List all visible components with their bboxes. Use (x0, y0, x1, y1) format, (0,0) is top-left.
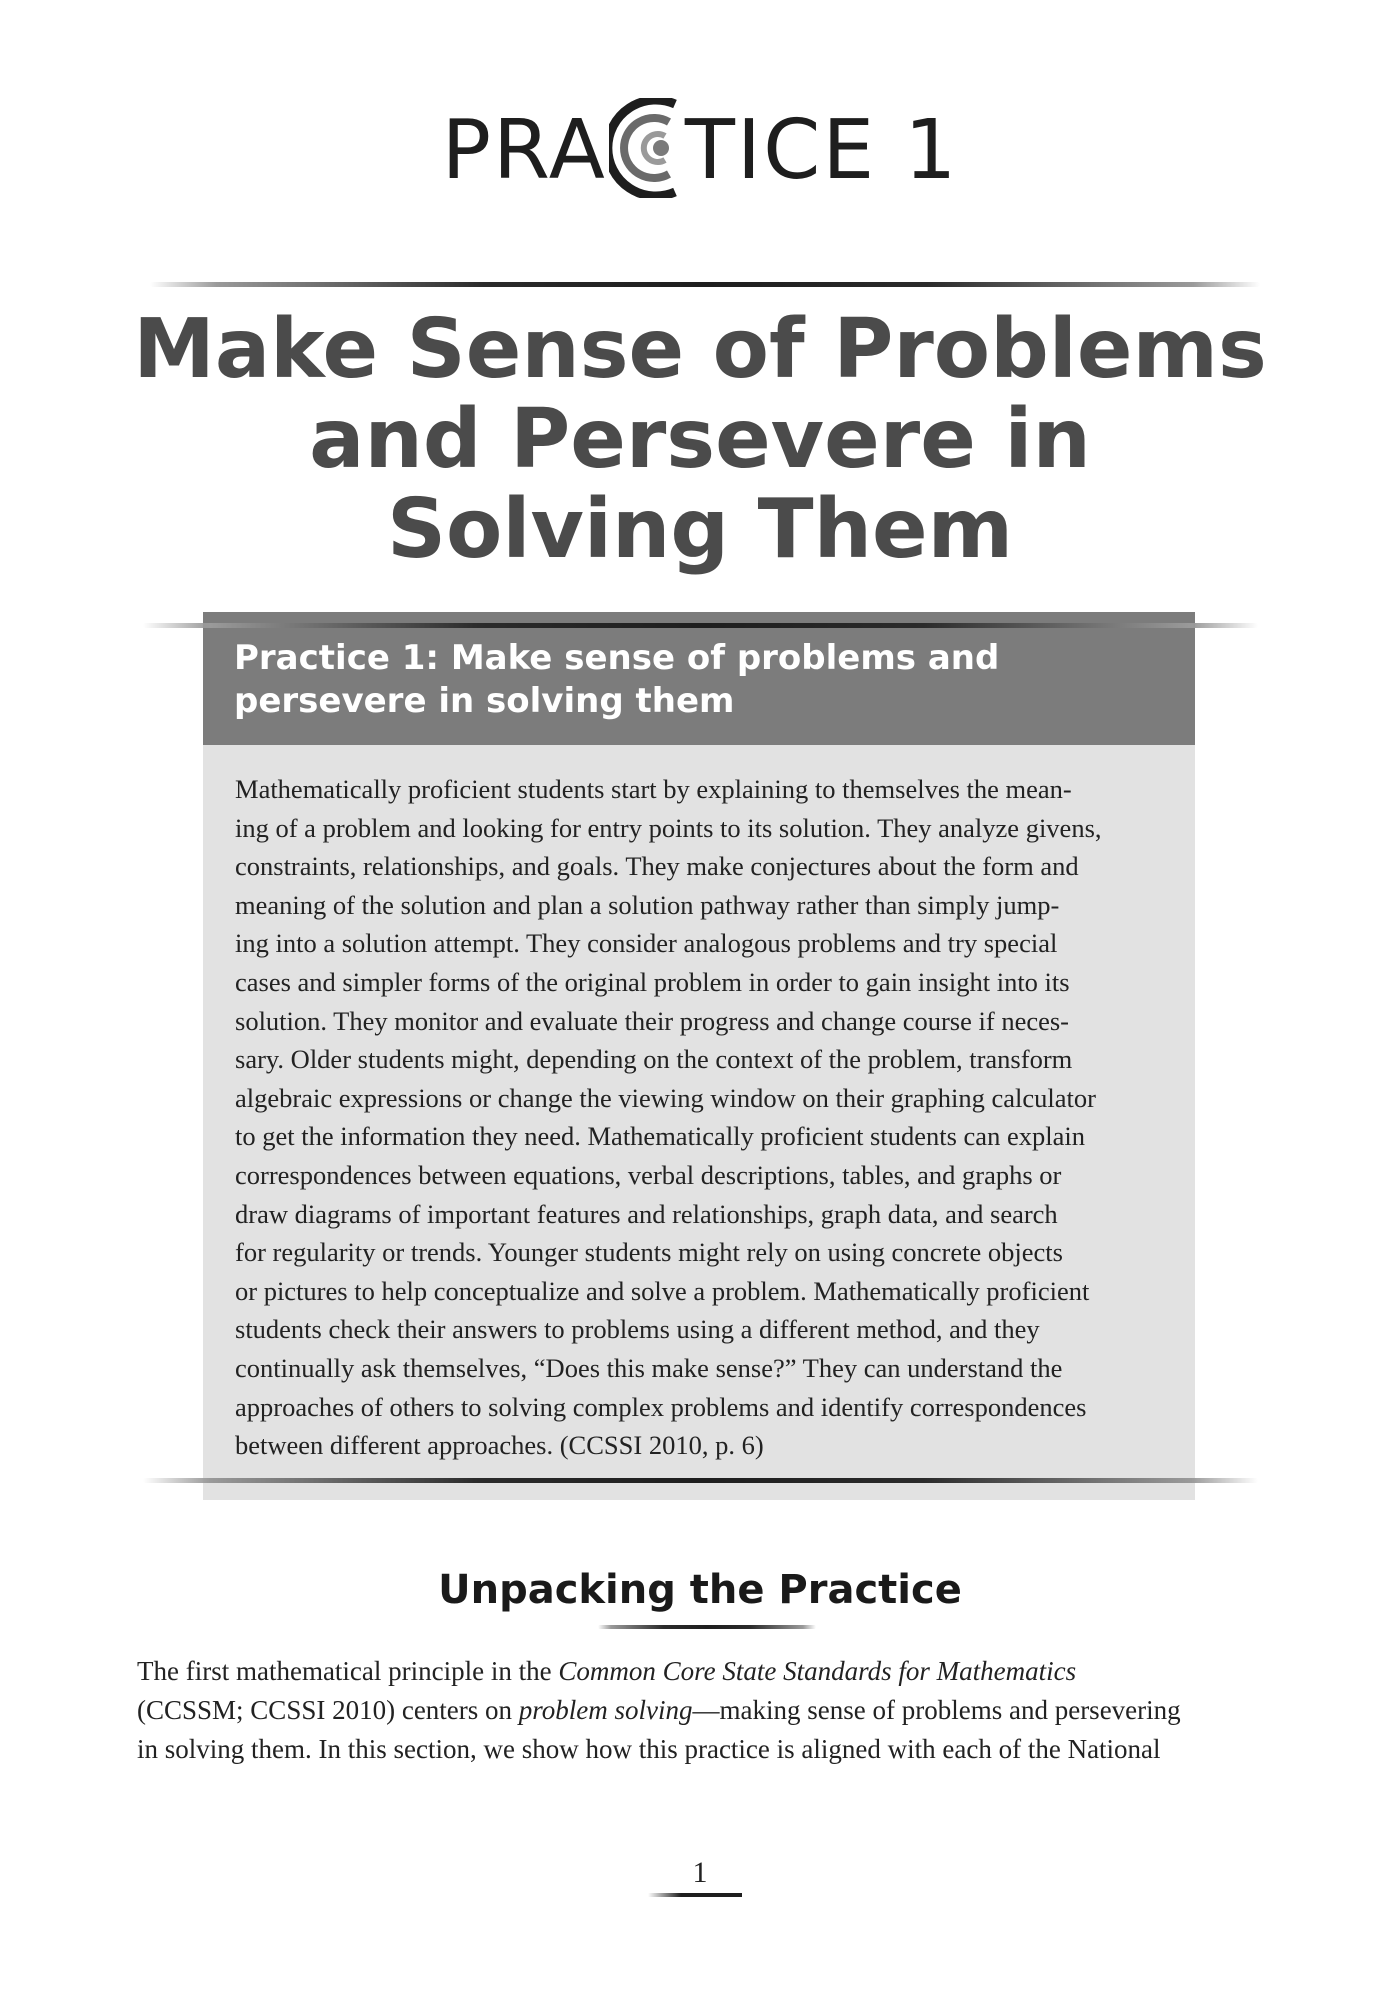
chapter-title-line: and Persevere in (309, 392, 1091, 487)
standard-box-title-line: persevere in solving them (234, 681, 735, 721)
practice-header (0, 98, 1400, 198)
body-line (137, 1691, 1277, 1730)
page-number-underline (648, 1893, 742, 1897)
chapter-title (100, 302, 1300, 577)
body-line (137, 1652, 1277, 1691)
standard-box-title-line: Practice 1: Make sense of problems and (234, 638, 1000, 678)
standard-text-line: or pictures to help conceptualize and solve a problem. Mathematically proficient (235, 1275, 1090, 1306)
body-paragraph (137, 1652, 1277, 1769)
standard-text-line: for regularity or trends. Younger students might rely on using concrete objects (235, 1237, 1063, 1268)
body-text: (CCSSM; CCSSI 2010) centers on (137, 1695, 519, 1725)
section-heading-underline (598, 1625, 816, 1629)
practice-label-before: PRA (441, 103, 607, 198)
body-line: in solving them. In this section, we show how this practice is aligned with each of the National (137, 1734, 1161, 1764)
standard-box (203, 612, 1195, 1500)
concentric-c-icon (609, 98, 683, 198)
standard-box-title (234, 637, 1165, 723)
standard-text-line: between different approaches. (CCSSI 2010, p. 6) (235, 1430, 764, 1461)
standard-text-line: approaches of others to solving complex problems and identify correspondences (235, 1391, 1087, 1422)
standard-text-line: algebraic expressions or change the viewing window on their graphing calculator (235, 1082, 1096, 1113)
standard-text-line: sary. Older students might, depending on the context of the problem, transform (235, 1044, 1073, 1075)
standard-text-line: to get the information they need. Mathematically proficient students can explain (235, 1121, 1085, 1152)
standard-text-line: constraints, relationships, and goals. They make conjectures about the form and (235, 851, 1079, 882)
section-heading: Unpacking the Practice (438, 1567, 962, 1613)
standard-box-bottom-divider (143, 1478, 1258, 1483)
standard-text-line: continually ask themselves, “Does this make sense?” They can understand the (235, 1352, 1063, 1383)
standard-text-line: draw diagrams of important features and relationships, graph data, and search (235, 1198, 1058, 1229)
standard-text-line: cases and simpler forms of the original problem in order to gain insight into its (235, 966, 1070, 997)
standard-text-line: ing into a solution attempt. They consider analogous problems and try special (235, 928, 1058, 959)
standard-text-line: Mathematically proficient students start by explaining to themselves the mean- (235, 774, 1072, 804)
emphasis-term: problem solving (518, 1695, 693, 1725)
body-text: —making sense of problems and persevering (692, 1695, 1181, 1725)
chapter-title-line: Solving Them (386, 482, 1014, 577)
standard-box-text (235, 770, 1185, 1465)
page-number: 1 (692, 1856, 708, 1889)
practice-label-after: TICE 1 (684, 103, 959, 198)
standard-text-line: meaning of the solution and plan a solution pathway rather than simply jump- (235, 889, 1060, 920)
book-title: Common Core State Standards for Mathematics (558, 1656, 1077, 1686)
standard-text-line: correspondences between equations, verbal descriptions, tables, and graphs or (235, 1159, 1062, 1190)
header-divider (150, 282, 1260, 287)
standard-box-header (203, 612, 1195, 745)
standard-text-line: students check their answers to problems using a different method, and they (235, 1314, 1040, 1345)
standard-text-line: solution. They monitor and evaluate their progress and change course if neces- (235, 1005, 1069, 1036)
body-text: The first mathematical principle in the (137, 1656, 559, 1686)
standard-box-top-divider (143, 623, 1258, 628)
chapter-title-line: Make Sense of Problems (133, 302, 1267, 397)
standard-text-line: ing of a problem and looking for entry points to its solution. They analyze givens, (235, 812, 1102, 843)
